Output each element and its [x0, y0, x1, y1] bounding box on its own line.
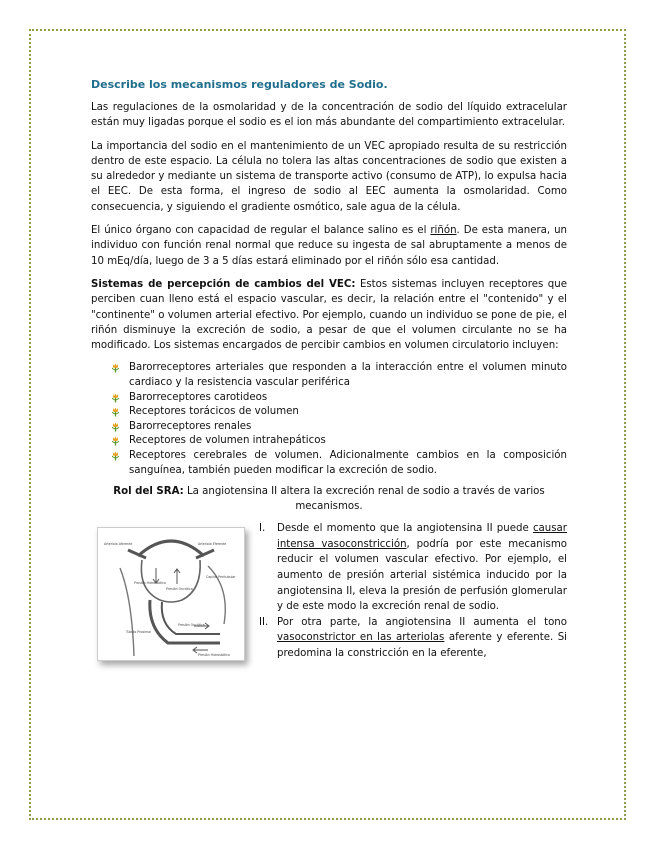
- flower-bullet-icon: [111, 393, 120, 403]
- sistemas-label: Sistemas de percepción de cambios del VEC:: [91, 278, 356, 290]
- paragraph-rinon: El único órgano con capacidad de regular el balance salino es el riñón. De esta manera, un individuo con función renal normal que reduce su ingesta de sal abruptamente a menos de 10 mEq/día, luego de 3 a 5 días estará eliminado por el riñón sólo esa cantidad.: [91, 225, 567, 267]
- paragraph-sistemas: Sistemas de percepción de cambios del VEC: Estos sistemas incluyen receptores que perciben cuan lleno está el espacio vascular, es decir, la relación entre el "contenido" y el "continente" o volumen arterial efectivo. Por ejemplo, cuando un individuo se pone de pie, el riñón disminuye la excreción de sodio, a pesar de que el volumen circulante no se ha modificado. Los sistemas encargados de percibir cambios en volumen circulatorio incluyen:: [91, 278, 567, 352]
- list-item: II. Por otra parte, la angiotensina II aumenta el tono vasoconstrictor en las arteriolas aferente y eferente. Si predomina la constricción en la eferente,: [259, 616, 567, 659]
- flower-bullet-icon: [111, 363, 120, 373]
- label-ph: Presión Hidrostática: [134, 581, 166, 586]
- flower-bullet-icon: [111, 451, 120, 461]
- document-body: [91, 78, 567, 681]
- vasoconstriccion-link[interactable]: causar intensa vasoconstricción: [277, 523, 567, 550]
- mechanism-list: [255, 521, 567, 661]
- label-tub: Túbulo Proximal: [126, 630, 152, 635]
- label-aff: Arteriola Aferente: [104, 542, 133, 547]
- sra-label: Rol del SRA:: [113, 486, 184, 498]
- section-heading: Describe los mecanismos reguladores de Sodio.: [91, 78, 388, 91]
- list-item: Receptores de volumen intrahepáticos: [91, 434, 567, 449]
- label-po: Presión Oncótica: [166, 587, 193, 592]
- figure-and-list: [91, 521, 567, 681]
- paragraph-osmolaridad: Las regulaciones de la osmolaridad y de la concentración de sodio del líquido extracelular están muy ligadas porque el sodio es el ion más abundante del compartimiento extracelular.: [91, 102, 567, 129]
- label-ph2: Presión Hidrostática: [198, 653, 230, 658]
- list-item: Receptores cerebrales de volumen. Adicionalmente cambios en la composición sanguínea, también pueden modificar la excreción de sodio.: [91, 449, 567, 478]
- receptor-list: [91, 361, 567, 478]
- flower-bullet-icon: [111, 422, 120, 432]
- label-eff: Arteriola Eferente: [198, 542, 227, 547]
- paragraph-vec: La importancia del sodio en el mantenimiento de un VEC apropiado resulta de su restricción dentro de este espacio. La célula no tolera las altas concentraciones de sodio que existen a su alrededor y mediante un sistema de transporte activo (consumo de ATP), lo expulsa hacia el EEC. De esta forma, el ingreso de sodio al EEC aumenta la osmolaridad. Como consecuencia, y siguiendo el gradiente osmótico, sale agua de la célula.: [91, 140, 567, 213]
- label-cap: Capilar Peritubular: [206, 575, 236, 580]
- rinon-link[interactable]: riñón: [430, 225, 457, 237]
- glomerulus-diagram-svg: [98, 528, 244, 660]
- flower-bullet-icon: [111, 407, 120, 417]
- list-item: Barorreceptores arteriales que responden a la interacción entre el volumen minuto cardiaco y la resistencia vascular periférica: [91, 361, 567, 390]
- label-po2: Presión Oncótica: [178, 623, 205, 628]
- list-item: Barorreceptores carotideos: [91, 391, 567, 406]
- list-item: Receptores torácicos de volumen: [91, 405, 567, 420]
- list-item: Barorreceptores renales: [91, 420, 567, 435]
- glomerulus-diagram: [97, 527, 245, 661]
- arteriolas-link[interactable]: vasoconstrictor en las arteriolas: [277, 632, 445, 644]
- list-item: I. Desde el momento que la angiotensina II puede causar intensa vasoconstricción, podría por este mecanismo reducir el volumen vascular efectivo. Por ejemplo, el aumento de presión arterial sistémica inducido por la angiotensina II, eleva la presión de perfusión glomerular y de este modo la excreción renal de sodio.: [259, 523, 567, 613]
- sra-paragraph: Rol del SRA: La angiotensina II altera la excreción renal de sodio a través de varios mecanismos.: [113, 486, 545, 513]
- flower-bullet-icon: [111, 436, 120, 446]
